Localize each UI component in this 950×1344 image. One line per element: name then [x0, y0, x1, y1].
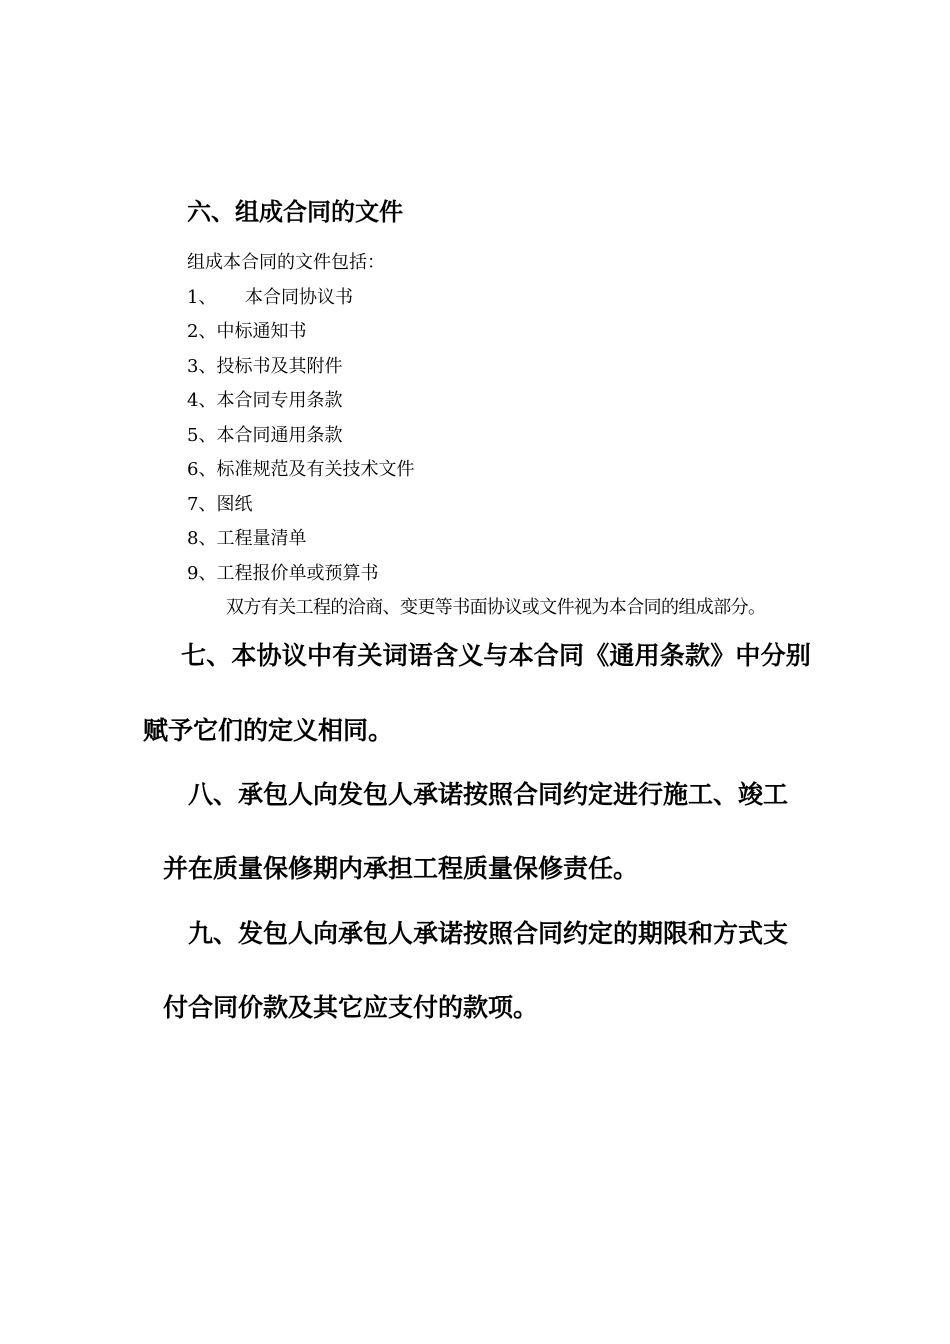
list-item-text: 图纸 [216, 494, 253, 515]
list-item [187, 527, 306, 551]
list-item-text: 本合同协议书 [245, 287, 353, 308]
section-6-intro: 组成本合同的文件包括： [187, 252, 385, 273]
section-6-closing: 双方有关工程的洽商、变更等书面协议或文件视为本合同的组成部分。 [226, 597, 766, 618]
list-item-number: 1、 [187, 287, 217, 308]
list-item [187, 562, 378, 586]
list-item-number: 5、 [187, 425, 217, 446]
section-9-line-2: 付合同价款及其它应支付的款项。 [163, 993, 539, 1022]
list-item [187, 389, 342, 413]
list-item [187, 286, 353, 310]
list-item [187, 458, 414, 482]
list-item-text: 本合同专用条款 [216, 390, 343, 411]
section-8-line-2: 并在质量保修期内承担工程质量保修责任。 [163, 854, 639, 883]
list-item-number: 2、 [187, 321, 217, 342]
section-7-line-2: 赋予它们的定义相同。 [143, 716, 394, 745]
list-item [187, 493, 252, 517]
list-item [187, 355, 342, 379]
list-item-text: 中标通知书 [216, 321, 307, 342]
list-item-text: 工程量清单 [216, 528, 307, 549]
list-item-text: 标准规范及有关技术文件 [216, 459, 415, 480]
list-item-number: 9、 [187, 563, 217, 584]
list-item-number: 7、 [187, 494, 217, 515]
list-item-number: 4、 [187, 390, 217, 411]
section-6-title: 六、组成合同的文件 [187, 198, 403, 226]
section-7-line-1: 七、本协议中有关词语含义与本合同《通用条款》中分别 [181, 641, 812, 670]
list-item-number: 3、 [187, 356, 217, 377]
list-item-text: 本合同通用条款 [216, 425, 343, 446]
list-item [187, 320, 306, 344]
section-8-line-1: 八、承包人向发包人承诺按照合同约定进行施工、竣工 [188, 780, 789, 809]
list-item-number: 8、 [187, 528, 217, 549]
list-item [187, 424, 342, 448]
list-item-text: 投标书及其附件 [216, 356, 343, 377]
section-9-line-1: 九、发包人向承包人承诺按照合同约定的期限和方式支 [188, 919, 789, 948]
list-item-text: 工程报价单或预算书 [216, 563, 379, 584]
list-item-number: 6、 [187, 459, 217, 480]
